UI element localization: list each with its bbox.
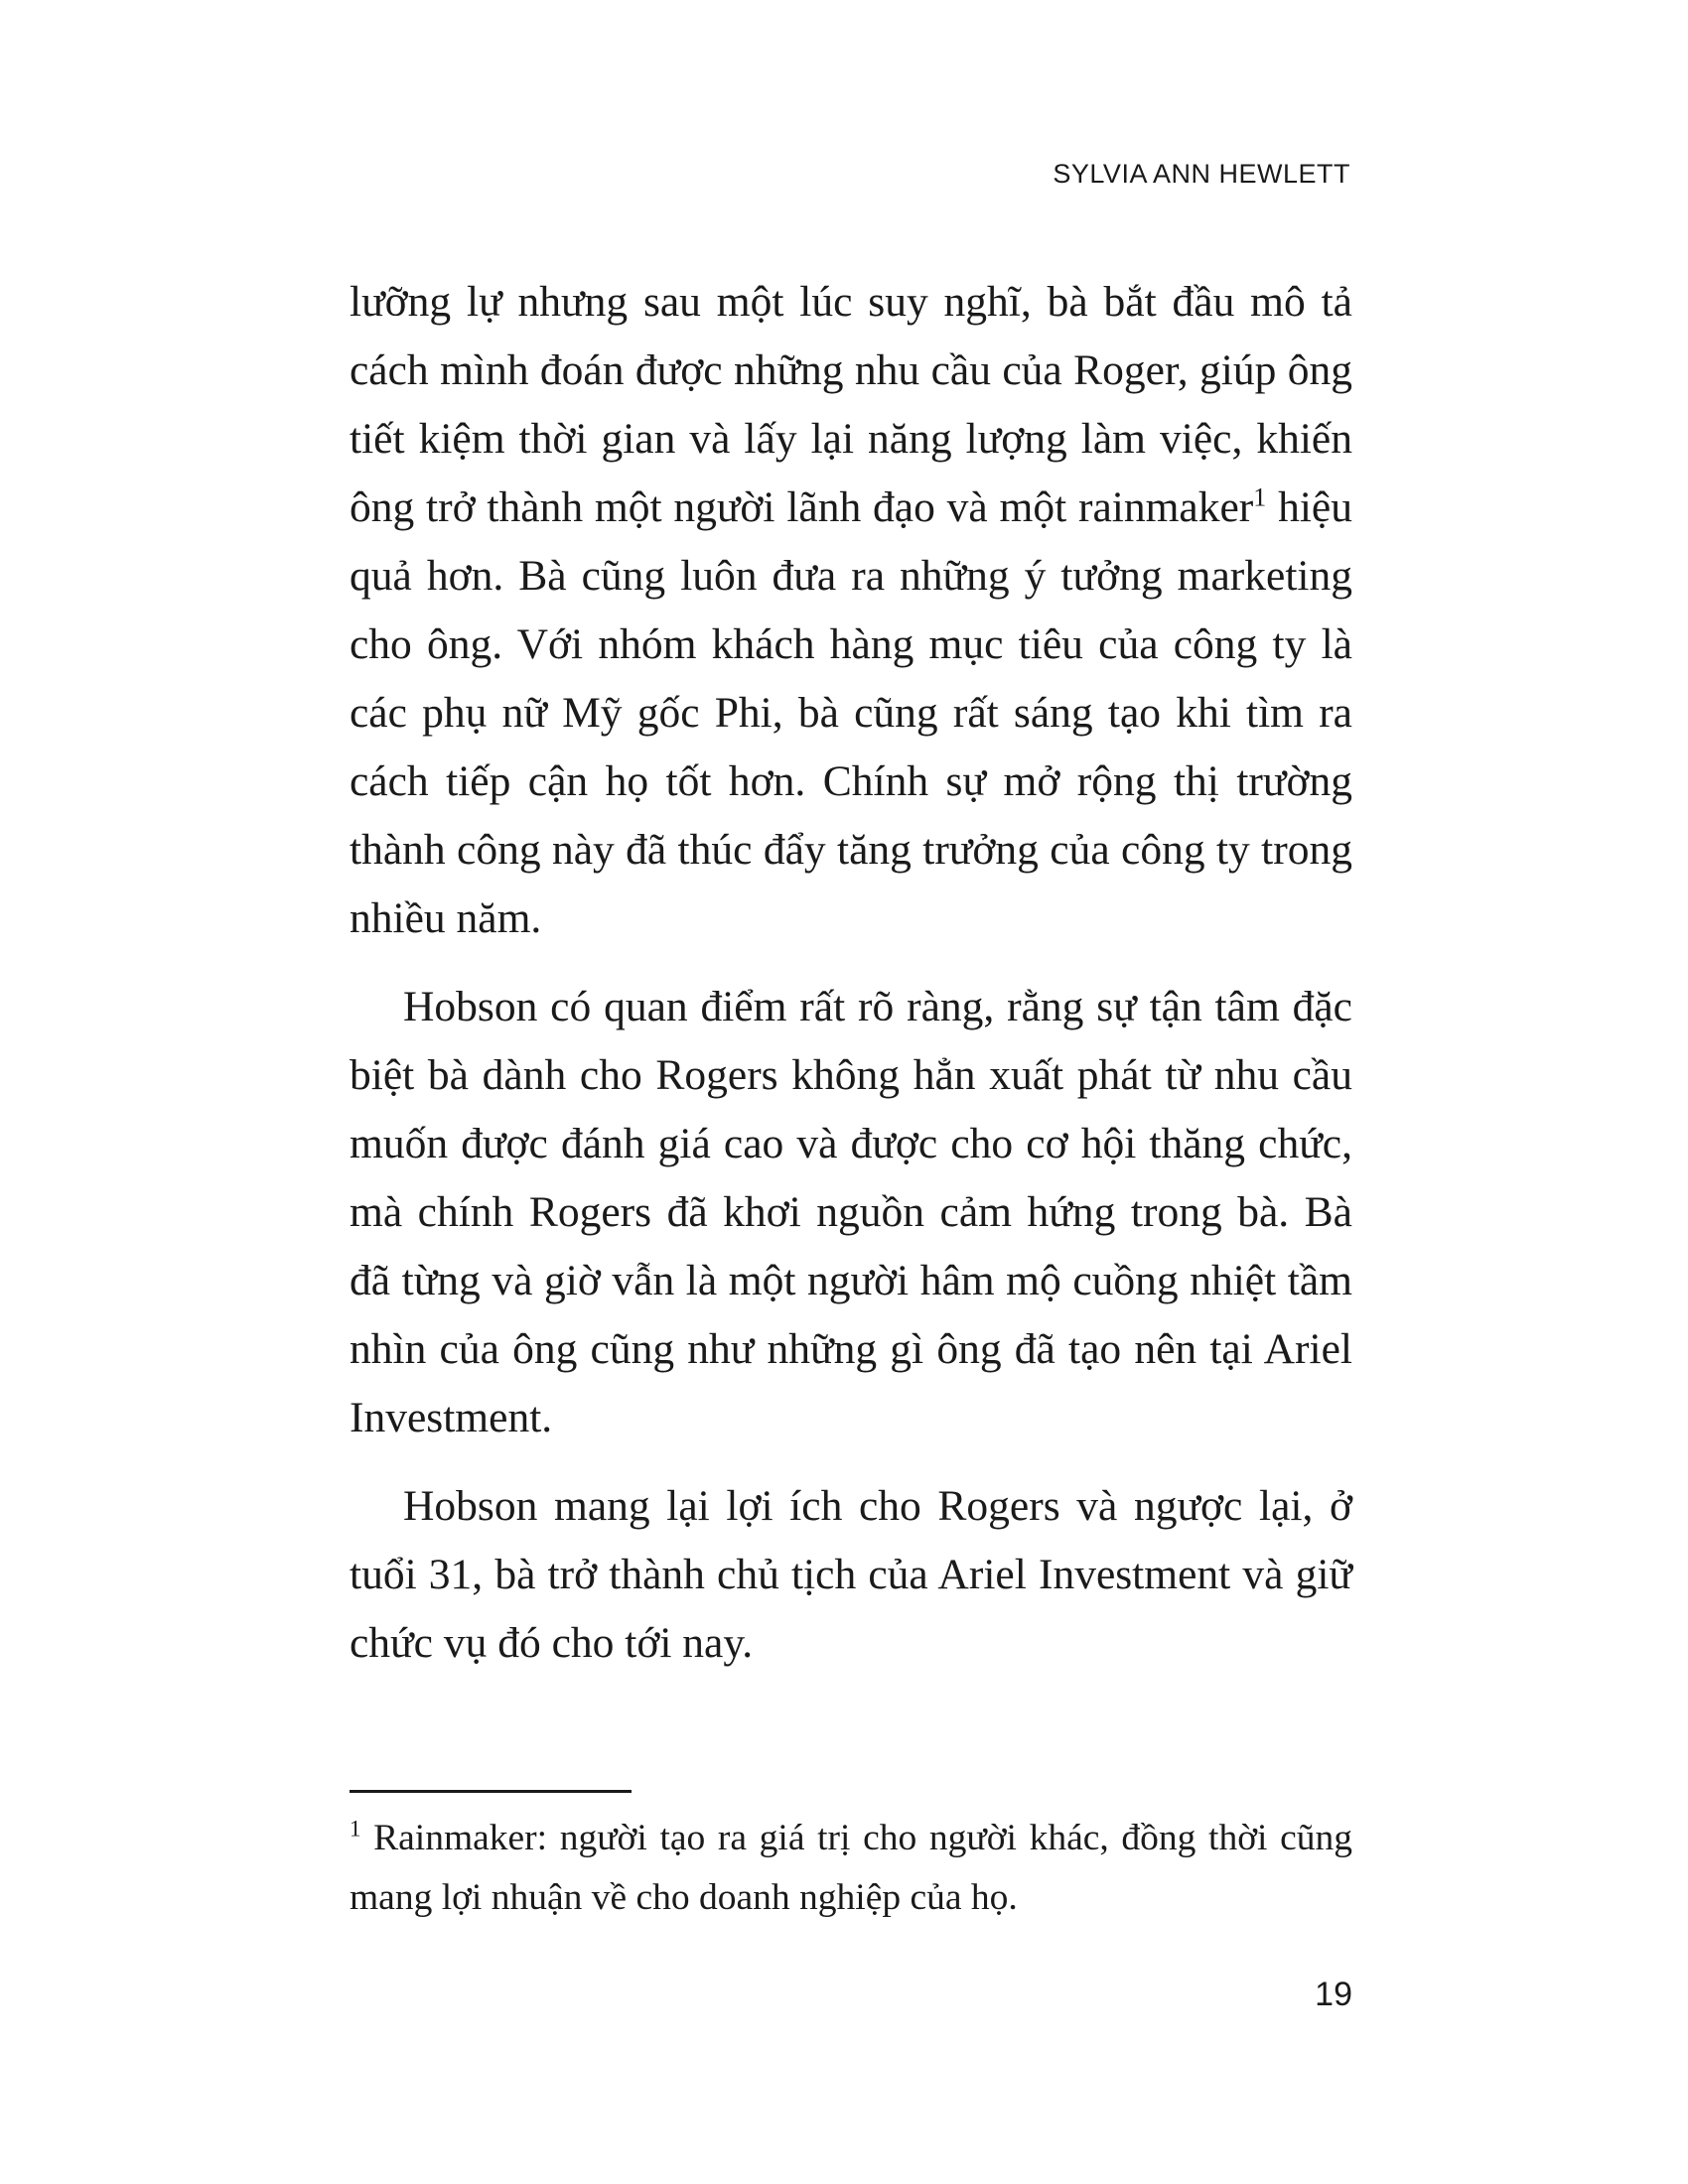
footnote [350, 1809, 1352, 1928]
footnote-divider [350, 1790, 632, 1793]
paragraph-1-text-b: hiệu quả hơn. Bà cũng luôn đưa ra những ý tưởng marketing cho ông. Với nhóm khách hàng mục tiêu của công ty là các phụ nữ Mỹ gốc Phi, bà cũng rất sáng tạo khi tìm ra cách tiếp cận họ tốt hơn. Chính sự mở rộng thị trường thành công này đã thúc đẩy tăng trưởng của công ty trong nhiều năm. [350, 483, 1352, 942]
footnote-reference: 1 [1253, 482, 1267, 512]
paragraph-1-text-a: lưỡng lự nhưng sau một lúc suy nghĩ, bà bắt đầu mô tả cách mình đoán được những nhu cầu của Roger, giúp ông tiết kiệm thời gian và lấy lại năng lượng làm việc, khiến ông trở thành một người lãnh đạo và một rainmaker [350, 278, 1352, 531]
page-number: 19 [1315, 1976, 1352, 2013]
body-text [350, 268, 1352, 1678]
paragraph-1 [350, 268, 1352, 953]
paragraph-3: Hobson mang lại lợi ích cho Rogers và ngược lại, ở tuổi 31, bà trở thành chủ tịch của Ariel Investment và giữ chức vụ đó cho tới nay. [350, 1482, 1352, 1667]
running-header: SYLVIA ANN HEWLETT [1053, 159, 1350, 189]
paragraph-2: Hobson có quan điểm rất rõ ràng, rằng sự tận tâm đặc biệt bà dành cho Rogers không hẳn xuất phát từ nhu cầu muốn được đánh giá cao và được cho cơ hội thăng chức, mà chính Rogers đã khơi nguồn cảm hứng trong bà. Bà đã từng và giờ vẫn là một người hâm mộ cuồng nhiệt tầm nhìn của ông cũng như những gì ông đã tạo nên tại Ariel Investment. [350, 983, 1352, 1441]
footnote-text: Rainmaker: người tạo ra giá trị cho người khác, đồng thời cũng mang lợi nhuận về cho doanh nghiệp của họ. [350, 1818, 1352, 1918]
footnote-marker: 1 [350, 1816, 361, 1842]
